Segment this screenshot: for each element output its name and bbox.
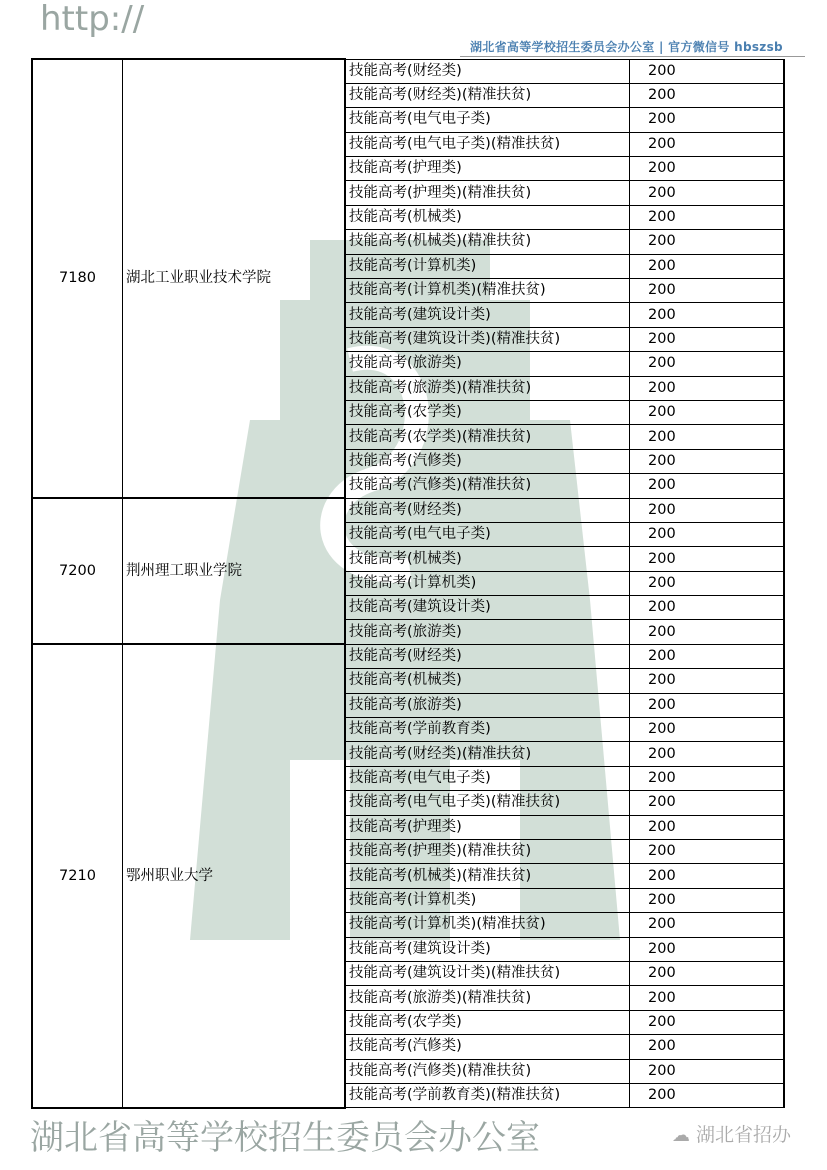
major-category: 技能高考(旅游类) bbox=[345, 620, 630, 644]
major-category: 技能高考(计算机类) bbox=[345, 571, 630, 595]
major-category: 技能高考(汽修类)(精准扶贫) bbox=[345, 1059, 630, 1083]
major-category: 技能高考(机械类) bbox=[345, 669, 630, 693]
header-divider bbox=[460, 56, 805, 57]
min-score: 200 bbox=[630, 913, 785, 937]
min-score: 200 bbox=[630, 596, 785, 620]
major-category: 技能高考(财经类) bbox=[345, 498, 630, 522]
min-score: 200 bbox=[630, 83, 785, 107]
score-table bbox=[31, 58, 785, 1109]
min-score: 200 bbox=[630, 1035, 785, 1059]
major-category: 技能高考(机械类)(精准扶贫) bbox=[345, 864, 630, 888]
min-score: 200 bbox=[630, 132, 785, 156]
min-score: 200 bbox=[630, 620, 785, 644]
major-category: 技能高考(建筑设计类) bbox=[345, 937, 630, 961]
major-category: 技能高考(建筑设计类) bbox=[345, 596, 630, 620]
footer-text: 湖北省招办 bbox=[696, 1124, 792, 1146]
major-category: 技能高考(建筑设计类)(精准扶贫) bbox=[345, 961, 630, 985]
min-score: 200 bbox=[630, 742, 785, 766]
min-score: 200 bbox=[630, 205, 785, 229]
major-category: 技能高考(汽修类) bbox=[345, 1035, 630, 1059]
major-category: 技能高考(汽修类)(精准扶贫) bbox=[345, 474, 630, 498]
school-code: 7180 bbox=[32, 59, 123, 498]
major-category: 技能高考(建筑设计类)(精准扶贫) bbox=[345, 327, 630, 351]
min-score: 200 bbox=[630, 571, 785, 595]
major-category: 技能高考(旅游类)(精准扶贫) bbox=[345, 376, 630, 400]
major-category: 技能高考(机械类)(精准扶贫) bbox=[345, 230, 630, 254]
min-score: 200 bbox=[630, 108, 785, 132]
major-category: 技能高考(电气电子类)(精准扶贫) bbox=[345, 791, 630, 815]
min-score: 200 bbox=[630, 547, 785, 571]
major-category: 技能高考(护理类)(精准扶贫) bbox=[345, 181, 630, 205]
major-category: 技能高考(农学类) bbox=[345, 400, 630, 424]
major-category: 技能高考(护理类) bbox=[345, 815, 630, 839]
major-category: 技能高考(电气电子类)(精准扶贫) bbox=[345, 132, 630, 156]
school-code: 7210 bbox=[32, 644, 123, 1107]
major-category: 技能高考(建筑设计类) bbox=[345, 303, 630, 327]
major-category: 技能高考(财经类)(精准扶贫) bbox=[345, 742, 630, 766]
table-row bbox=[32, 498, 784, 522]
min-score: 200 bbox=[630, 1059, 785, 1083]
table-row bbox=[32, 644, 784, 668]
min-score: 200 bbox=[630, 1083, 785, 1107]
min-score: 200 bbox=[630, 791, 785, 815]
school-name: 湖北工业职业技术学院 bbox=[123, 59, 346, 498]
major-category: 技能高考(护理类)(精准扶贫) bbox=[345, 840, 630, 864]
min-score: 200 bbox=[630, 425, 785, 449]
school-name: 鄂州职业大学 bbox=[123, 644, 346, 1107]
min-score: 200 bbox=[630, 352, 785, 376]
min-score: 200 bbox=[630, 644, 785, 668]
major-category: 技能高考(农学类)(精准扶贫) bbox=[345, 425, 630, 449]
major-category: 技能高考(农学类) bbox=[345, 1010, 630, 1034]
min-score: 200 bbox=[630, 815, 785, 839]
school-name: 荆州理工职业学院 bbox=[123, 498, 346, 644]
min-score: 200 bbox=[630, 693, 785, 717]
footer-brand bbox=[672, 1120, 791, 1147]
min-score: 200 bbox=[630, 279, 785, 303]
min-score: 200 bbox=[630, 230, 785, 254]
major-category: 技能高考(计算机类)(精准扶贫) bbox=[345, 913, 630, 937]
major-category: 技能高考(旅游类)(精准扶贫) bbox=[345, 986, 630, 1010]
min-score: 200 bbox=[630, 474, 785, 498]
watermark-url: http:// bbox=[40, 0, 145, 39]
major-category: 技能高考(旅游类) bbox=[345, 693, 630, 717]
min-score: 200 bbox=[630, 864, 785, 888]
school-code: 7200 bbox=[32, 498, 123, 644]
wechat-icon: ☁ bbox=[672, 1125, 690, 1146]
min-score: 200 bbox=[630, 961, 785, 985]
major-category: 技能高考(旅游类) bbox=[345, 352, 630, 376]
min-score: 200 bbox=[630, 327, 785, 351]
major-category: 技能高考(学前教育类)(精准扶贫) bbox=[345, 1083, 630, 1107]
min-score: 200 bbox=[630, 986, 785, 1010]
major-category: 技能高考(电气电子类) bbox=[345, 766, 630, 790]
major-category: 技能高考(计算机类) bbox=[345, 888, 630, 912]
major-category: 技能高考(计算机类) bbox=[345, 254, 630, 278]
min-score: 200 bbox=[630, 376, 785, 400]
min-score: 200 bbox=[630, 840, 785, 864]
min-score: 200 bbox=[630, 498, 785, 522]
min-score: 200 bbox=[630, 400, 785, 424]
min-score: 200 bbox=[630, 718, 785, 742]
major-category: 技能高考(财经类) bbox=[345, 644, 630, 668]
min-score: 200 bbox=[630, 303, 785, 327]
table-row bbox=[32, 59, 784, 83]
major-category: 技能高考(电气电子类) bbox=[345, 522, 630, 546]
watermark-title: 湖北省高等学校招生委员会办公室 bbox=[30, 1118, 540, 1158]
min-score: 200 bbox=[630, 254, 785, 278]
major-category: 技能高考(机械类) bbox=[345, 205, 630, 229]
min-score: 200 bbox=[630, 766, 785, 790]
min-score: 200 bbox=[630, 522, 785, 546]
major-category: 技能高考(学前教育类) bbox=[345, 718, 630, 742]
major-category: 技能高考(财经类) bbox=[345, 59, 630, 83]
major-category: 技能高考(电气电子类) bbox=[345, 108, 630, 132]
min-score: 200 bbox=[630, 937, 785, 961]
min-score: 200 bbox=[630, 888, 785, 912]
min-score: 200 bbox=[630, 1010, 785, 1034]
min-score: 200 bbox=[630, 181, 785, 205]
major-category: 技能高考(财经类)(精准扶贫) bbox=[345, 83, 630, 107]
min-score: 200 bbox=[630, 157, 785, 181]
major-category: 技能高考(计算机类)(精准扶贫) bbox=[345, 279, 630, 303]
page-header: 湖北省高等学校招生委员会办公室 | 官方微信号 hbszsb bbox=[470, 40, 783, 54]
major-category: 技能高考(机械类) bbox=[345, 547, 630, 571]
min-score: 200 bbox=[630, 59, 785, 83]
min-score: 200 bbox=[630, 669, 785, 693]
min-score: 200 bbox=[630, 449, 785, 473]
major-category: 技能高考(汽修类) bbox=[345, 449, 630, 473]
major-category: 技能高考(护理类) bbox=[345, 157, 630, 181]
